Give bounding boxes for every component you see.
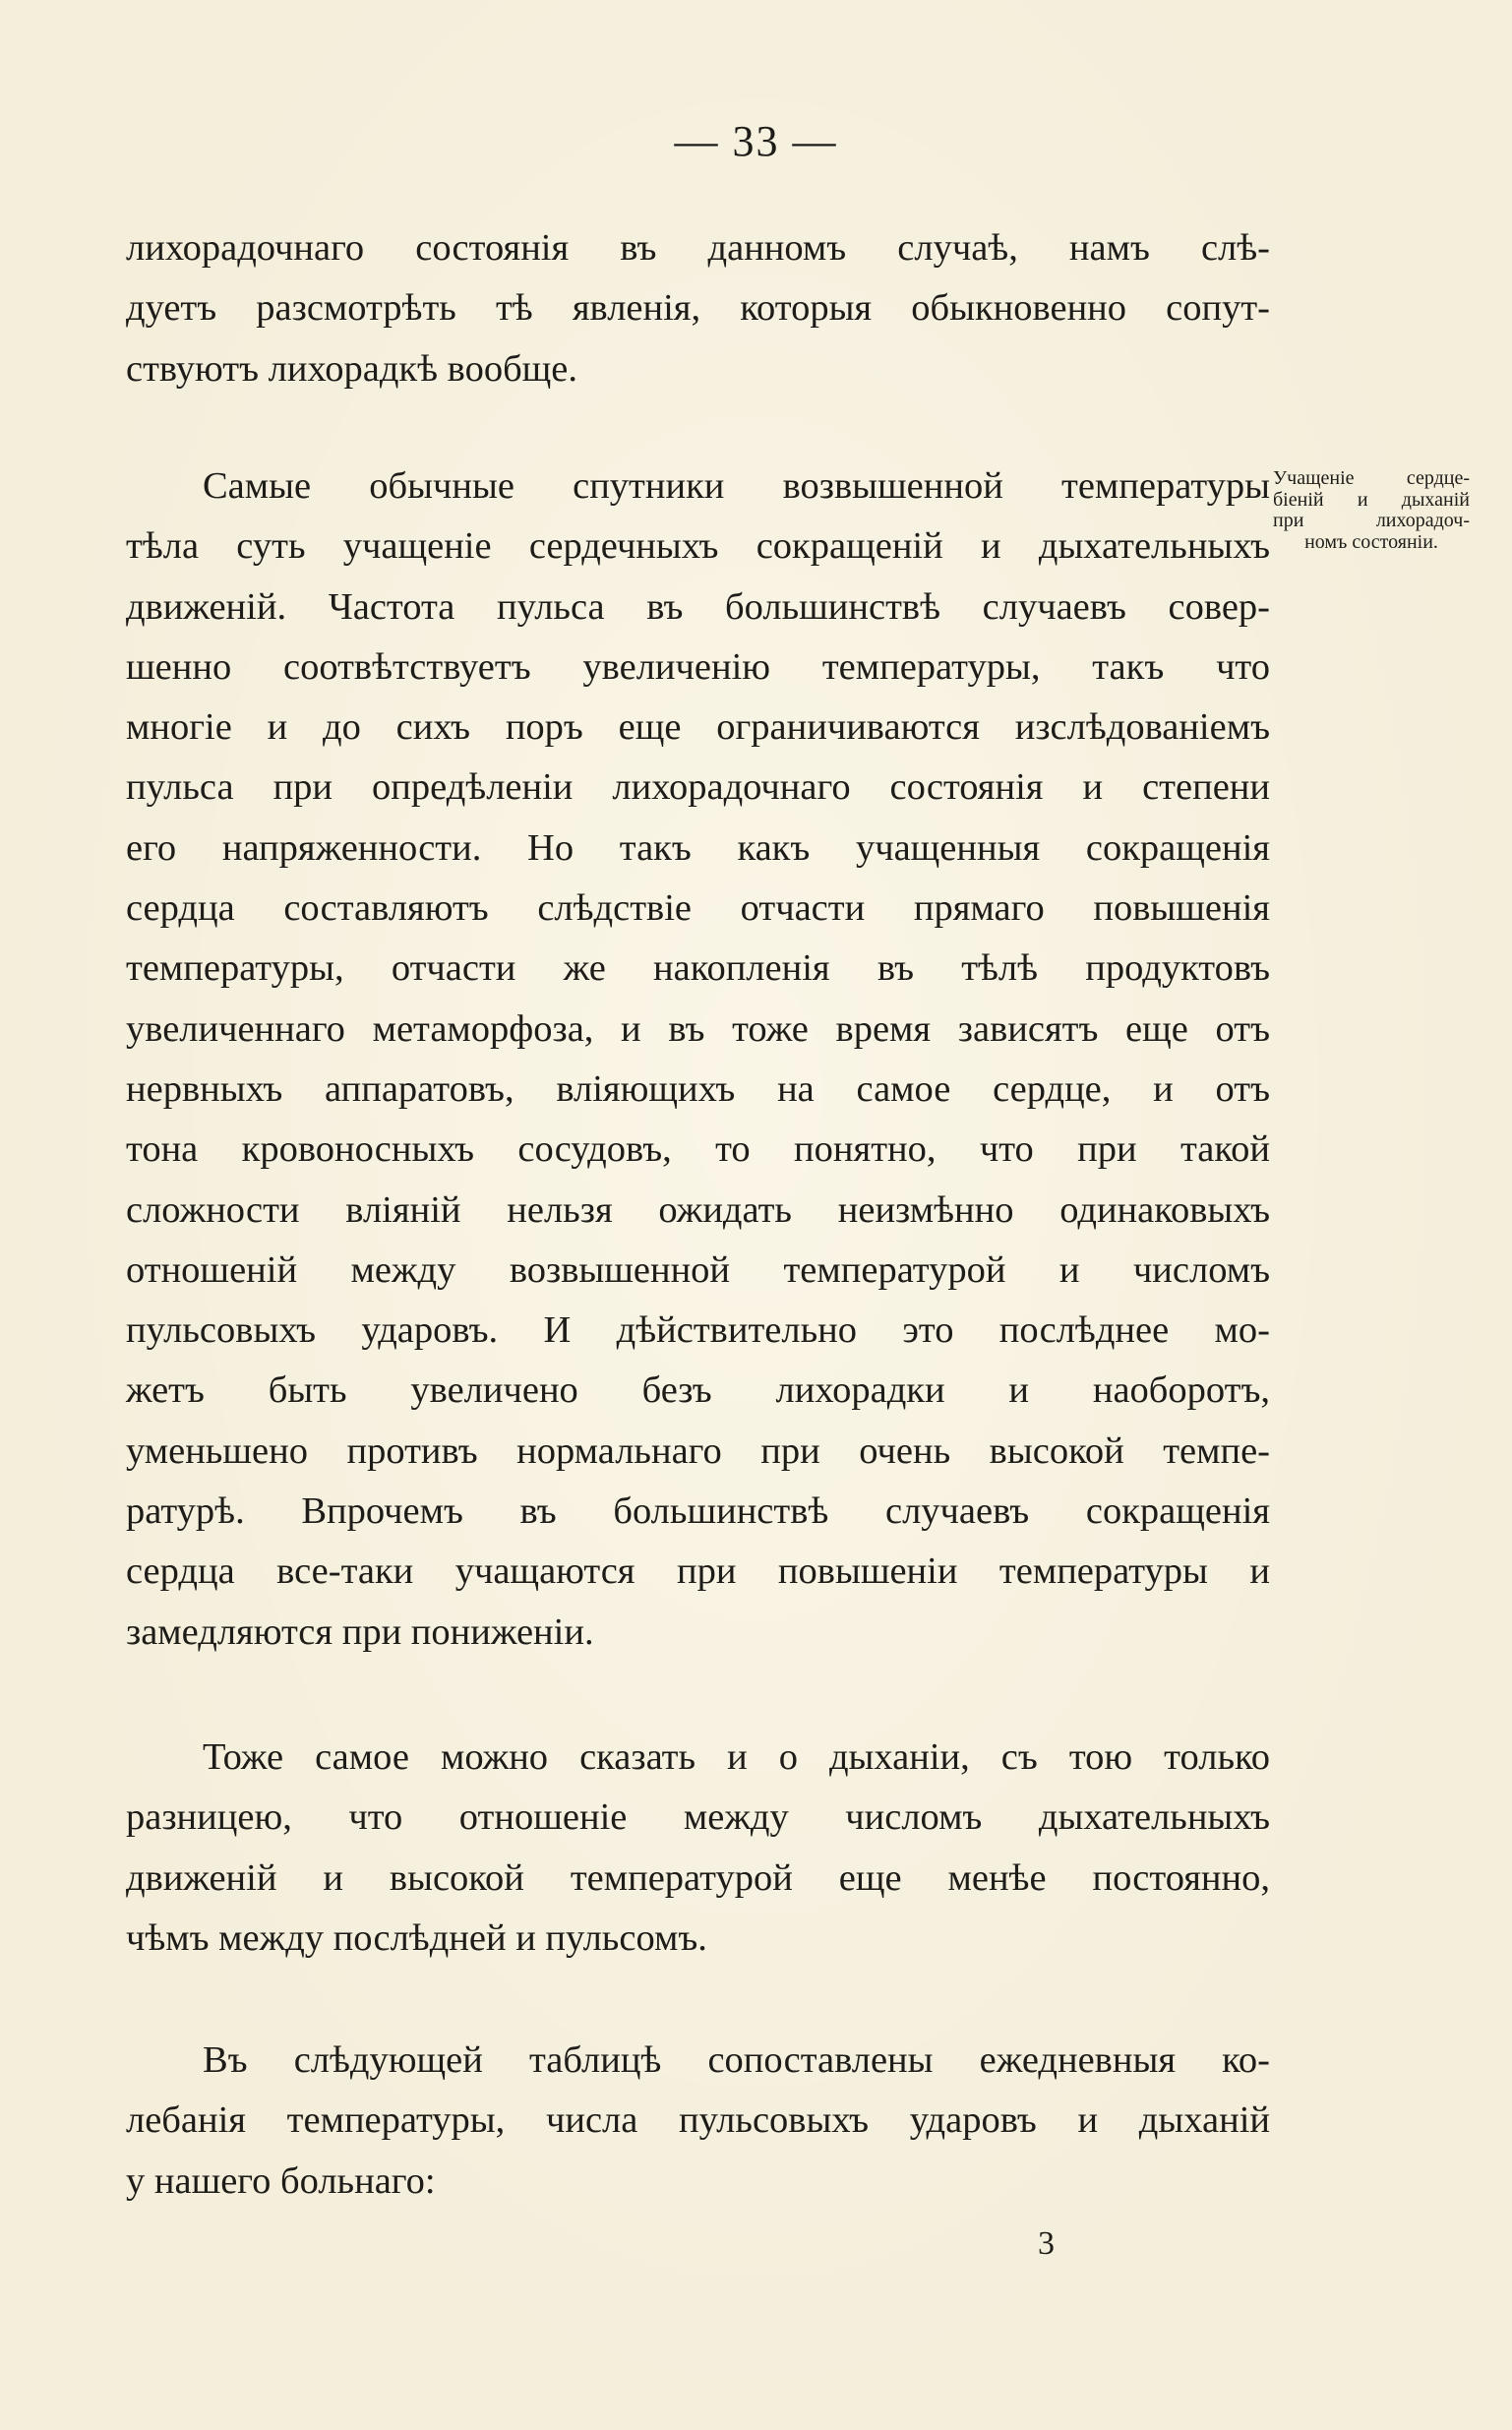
margin-note-line: біеній и дыханій <box>1273 488 1470 511</box>
text-line: дуетъ разсмотрѣть тѣ явленія, которыя обыкновенно сопут- <box>126 287 1270 330</box>
text-line: тона кровоносныхъ сосудовъ, то понятно, что при такой <box>126 1128 1270 1171</box>
text-line: шенно соотвѣтствуетъ увеличенію температуры, такъ что <box>126 645 1270 688</box>
text-line: разницею, что отношеніе между числомъ дыхательныхъ <box>126 1796 1270 1839</box>
text-line: лебанія температуры, числа пульсовыхъ ударовъ и дыханій <box>126 2099 1270 2142</box>
text-line: его напряженности. Но такъ какъ учащенныя сокращенія <box>126 826 1270 869</box>
paragraph-3 <box>126 1728 1270 1969</box>
text-line: отношеній между возвышенной температурой и числомъ <box>126 1248 1270 1291</box>
paragraph-2 <box>126 456 1270 1663</box>
text-line: ствуютъ лихорадкѣ вообще. <box>126 347 578 390</box>
text-line: движеній. Частота пульса въ большинствѣ случаевъ совер- <box>126 585 1270 628</box>
margin-note-line: номъ состояніи. <box>1304 530 1438 553</box>
page-number: — 33 — <box>674 117 838 165</box>
text-line: Тоже самое можно сказать и о дыханіи, съ тою только <box>203 1736 1270 1778</box>
text-line: сердца все-таки учащаются при повышеніи температуры и <box>126 1550 1270 1593</box>
text-line: замедляются при пониженіи. <box>126 1610 594 1653</box>
text-line: нервныхъ аппаратовъ, вліяющихъ на самое сердце, и отъ <box>126 1067 1270 1110</box>
margin-note-line: Учащеніе сердце- <box>1273 467 1470 489</box>
text-line: чѣмъ между послѣдней и пульсомъ. <box>126 1916 707 1959</box>
text-line: сердца составляютъ слѣдствіе отчасти прямаго повышенія <box>126 887 1270 930</box>
text-line: ратурѣ. Впрочемъ въ большинствѣ случаевъ сокращенія <box>126 1490 1270 1533</box>
text-line: Самые обычные спутники возвышенной температуры <box>203 465 1270 507</box>
margin-note-line: при лихорадоч- <box>1273 510 1470 531</box>
text-line: температуры, отчасти же накопленія въ тѣлѣ продуктовъ <box>126 947 1270 990</box>
text-line: движеній и высокой температурой еще менѣе постоянно, <box>126 1856 1270 1899</box>
text-line: лихорадочнаго состоянія въ данномъ случаѣ, намъ слѣ- <box>126 227 1270 269</box>
text-line: уменьшено противъ нормальнаго при очень высокой темпе- <box>126 1429 1270 1472</box>
text-line: жетъ быть увеличено безъ лихорадки и наоборотъ, <box>126 1369 1270 1412</box>
text-line: увеличеннаго метаморфоза, и въ тоже время зависятъ еще отъ <box>126 1007 1270 1050</box>
text-line: многіе и до сихъ поръ еще ограничиваются изслѣдованіемъ <box>126 706 1270 749</box>
paragraph-1 <box>126 218 1270 399</box>
text-line: тѣла суть учащеніе сердечныхъ сокращеній и дыхательныхъ <box>126 525 1270 568</box>
text-line: Въ слѣдующей таблицѣ сопоставлены ежедневныя ко- <box>203 2039 1270 2081</box>
paragraph-4 <box>126 2031 1270 2212</box>
text-line: пульса при опредѣленіи лихорадочнаго состоянія и степени <box>126 766 1270 809</box>
text-line: у нашего больнаго: <box>126 2159 436 2202</box>
text-line: сложности вліяній нельзя ожидать неизмѣнно одинаковыхъ <box>126 1188 1270 1231</box>
margin-note <box>1273 468 1470 553</box>
signature-mark: 3 <box>1038 2225 1055 2262</box>
text-line: пульсовыхъ ударовъ. И дѣйствительно это послѣднее мо- <box>126 1309 1270 1352</box>
